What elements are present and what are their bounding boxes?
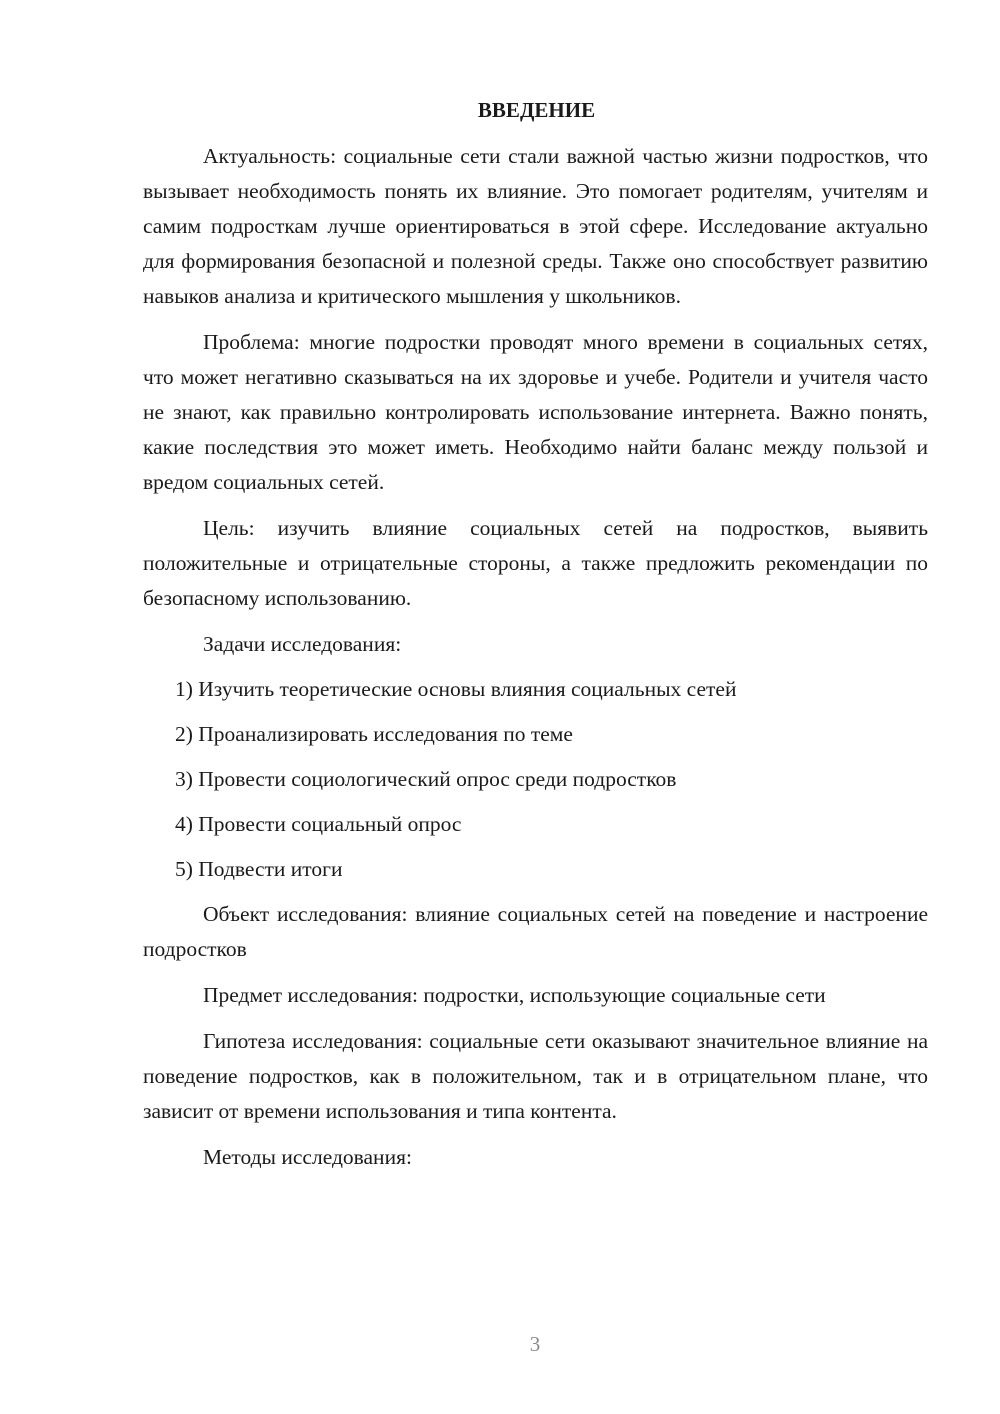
tasks-label: Задачи исследования: [203, 632, 402, 656]
task-item: 2) Проанализировать исследования по теме [175, 722, 573, 746]
relevance-paragraph: Актуальность: социальные сети стали важной частью жизни подростков, что вызывает необходимость понять их влияние. Это помогает родителям, учителям и самим подросткам лучше ориентироваться в этой сфере. Исследование актуально для формирования безопасной и полезной среды. Также оно способствует развитию навыков анализа и критического мышления у школьников. [143, 144, 928, 308]
goal-paragraph: Цель: изучить влияние социальных сетей на подростков, выявить положительные и отрицательные стороны, а также предложить рекомендации по безопасному использованию. [143, 516, 928, 610]
page-number: 3 [529, 1332, 541, 1356]
task-item: 4) Провести социальный опрос [175, 812, 462, 836]
problem-paragraph: Проблема: многие подростки проводят много времени в социальных сетях, что может негативно сказываться на их здоровье и учебе. Родители и учителя часто не знают, как правильно контролировать использование интернета. Важно понять, какие последствия это может иметь. Необходимо найти баланс между пользой и вредом социальных сетей. [143, 330, 928, 494]
document-page [143, 95, 928, 1175]
subject-paragraph: Предмет исследования: подростки, использующие социальные сети [203, 983, 826, 1007]
task-item: 5) Подвести итоги [175, 857, 343, 881]
tasks-list [143, 672, 928, 887]
methods-label: Методы исследования: [203, 1145, 412, 1169]
document-title: ВВЕДЕНИЕ [477, 98, 596, 122]
object-paragraph: Объект исследования: влияние социальных сетей на поведение и настроение подростков [143, 902, 928, 961]
task-item: 3) Провести социологический опрос среди подростков [175, 767, 677, 791]
hypothesis-paragraph: Гипотеза исследования: социальные сети оказывают значительное влияние на поведение подростков, как в положительном, так и в отрицательном плане, что зависит от времени использования и типа контента. [143, 1029, 928, 1123]
task-item: 1) Изучить теоретические основы влияния социальных сетей [175, 677, 737, 701]
